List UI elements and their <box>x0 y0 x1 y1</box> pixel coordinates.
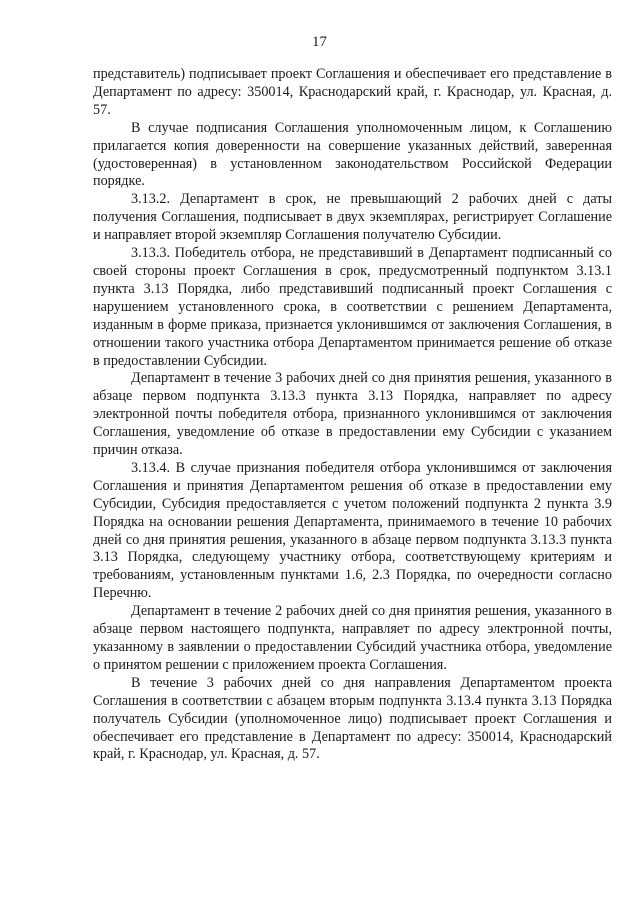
paragraph-refusal-notice: Департамент в течение 3 рабочих дней со дня принятия решения, указанного в абзаце первом подпункта 3.13.3 пункта 3.13 Порядка, направляет по адресу электронной почты победителя отбора, признанного уклонившимся от заключения Соглашения, уведомление об отказе в предоставлении ему Субсидии с указанием причин отказа. <box>93 370 612 459</box>
paragraph-3-13-3: 3.13.3. Победитель отбора, не представивший в Департамент подписанный со своей стороны проект Соглашения в срок, предусмотренный подпунктом 3.13.1 пункта 3.13 Порядка, либо представивший подписанный проект Соглашения с нарушением установленного срока, в соответствии с решением Департамента, изданным в форме приказа, признается уклонившимся от заключения Соглашения, в отношении такого участника отбора Департаментом принимается решение об отказе в предоставлении Субсидии. <box>93 245 612 369</box>
paragraph-signing-deadline: В течение 3 рабочих дней со дня направления Департаментом проекта Соглашения в соответствии с абзацем вторым подпункта 3.13.4 пункта 3.13 Порядка получатель Субсидии (уполномоченное лицо) подписывает проект Соглашения и обеспечивает его представление в Департамент по адресу: 350014, Краснодарский край, г. Краснодар, ул. Красная, д. 57. <box>93 674 612 763</box>
document-body <box>93 66 612 764</box>
paragraph-3-13-2: 3.13.2. Департамент в срок, не превышающий 2 рабочих дней с даты получения Соглашения, подписывает в двух экземплярах, регистрирует Соглашение и направляет второй экземпляр Соглашения получателю Субсидии. <box>93 191 612 244</box>
paragraph-power-of-attorney: В случае подписания Соглашения уполномоченным лицом, к Соглашению прилагается копия доверенности на совершение указанных действий, заверенная (удостоверенная) в установленном законодательством Российской Федерации порядке. <box>93 119 612 190</box>
paragraph-continuation: представитель) подписывает проект Соглашения и обеспечивает его представление в Департамент по адресу: 350014, Краснодарский край, г. Краснодар, ул. Красная, д. 57. <box>93 66 612 118</box>
paragraph-decision-notice: Департамент в течение 2 рабочих дней со дня принятия решения, указанного в абзаце первом настоящего подпункта, направляет по адресу электронной почты, указанному в заявлении о предоставлении Субсидий участника отбора, уведомление о принятом решении с приложением проекта Соглашения. <box>93 603 612 673</box>
page-number: 17 <box>312 34 327 50</box>
paragraph-3-13-4: 3.13.4. В случае признания победителя отбора уклонившимся от заключения Соглашения и принятия Департаментом решения об отказе в предоставлении ему Субсидии, Субсидия предоставляется с учетом положений подпункта 2 пункта 3.9 Порядка на основании решения Департамента, принимаемого в течение 10 рабочих дней со дня принятия решения, указанного в абзаце первом подпункта 3.13.3 пункта 3.13 Порядка, следующему участнику отбора, соответствующему критериям и требованиям, установленным пунктами 1.6, 2.3 Порядка, по очередности согласно Перечню. <box>93 459 612 602</box>
